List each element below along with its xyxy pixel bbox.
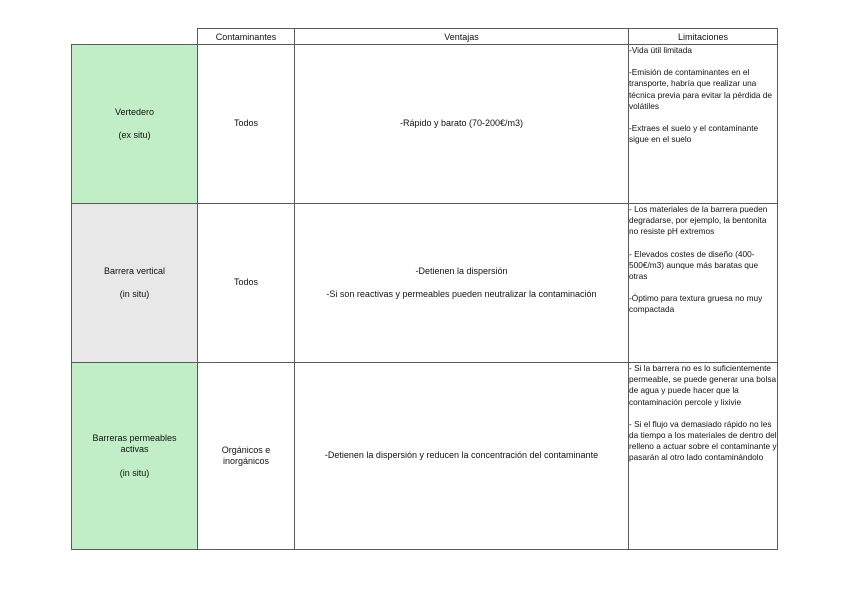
- technique-name-cell: [72, 363, 198, 550]
- technique-name: Vertedero: [114, 106, 155, 117]
- limitation-item: - Los materiales de la barrera pueden degradarse, por ejemplo, la bentonita no resiste pH extremos: [629, 204, 768, 237]
- limitation-item: -Óptimo para textura gruesa no muy compactada: [629, 293, 763, 315]
- limitation-item: -Emisión de contaminantes en el transporte, habría que realizar una técnica previa para evitar la pérdida de volátiles: [629, 67, 772, 111]
- technique-mode: (ex situ): [118, 130, 151, 140]
- advantage-item: -Detienen la dispersión: [415, 265, 508, 276]
- advantages-cell: [295, 204, 629, 363]
- advantage-item: -Si son reactivas y permeables pueden neutralizar la contaminación: [326, 289, 597, 299]
- contaminants-value: Todos: [233, 118, 259, 129]
- contaminants-value: Orgánicos e inorgánicos: [221, 444, 271, 466]
- limitation-item: -Extraes el suelo y el contaminante sigue en el suelo: [629, 123, 759, 145]
- limitations-cell: [629, 363, 778, 550]
- advantages-cell: [295, 45, 629, 204]
- header-ventajas: Ventajas: [295, 29, 629, 45]
- limitation-item: - Si la barrera no es lo suficientemente permeable, se puede generar una bolsa de agua y puede hacer que la contaminación percole y lixivie: [629, 363, 777, 407]
- limitation-item: - Elevados costes de diseño (400-500€/m3) aunque más baratas que otras: [629, 248, 759, 282]
- limitation-item: - Si el flujo va demasiado rápido no les da tiempo a los materiales de dentro del relleno a actuar sobre el contaminante y pasarán al otro lado contaminándolo: [629, 418, 777, 463]
- technique-name: Barreras permeables activas: [92, 432, 177, 455]
- limitation-item: -Vida útil limitada: [629, 45, 693, 55]
- contaminants-cell: [198, 363, 295, 550]
- table-row: [72, 204, 778, 363]
- technique-name-cell: [72, 204, 198, 363]
- limitations-cell: [629, 204, 778, 363]
- technique-name-cell: [72, 45, 198, 204]
- contaminants-value: Todos: [233, 277, 259, 288]
- limitations-cell: [629, 45, 778, 204]
- header-blank-cell: [72, 29, 198, 45]
- header-row: [72, 29, 778, 45]
- technique-mode: (in situ): [119, 467, 150, 478]
- advantage-item: -Rápido y barato (70-200€/m3): [399, 118, 524, 129]
- table-row: [72, 363, 778, 550]
- table-row: [72, 45, 778, 204]
- comparison-table: [71, 28, 778, 550]
- technique-mode: (in situ): [119, 289, 150, 299]
- advantage-item: -Detienen la dispersión y reducen la concentración del contaminante: [324, 450, 599, 461]
- advantages-cell: [295, 363, 629, 550]
- header-contaminantes: Contaminantes: [198, 29, 295, 45]
- technique-name: Barrera vertical: [103, 265, 166, 276]
- contaminants-cell: [198, 204, 295, 363]
- header-limitaciones: Limitaciones: [629, 29, 778, 45]
- contaminants-cell: [198, 45, 295, 204]
